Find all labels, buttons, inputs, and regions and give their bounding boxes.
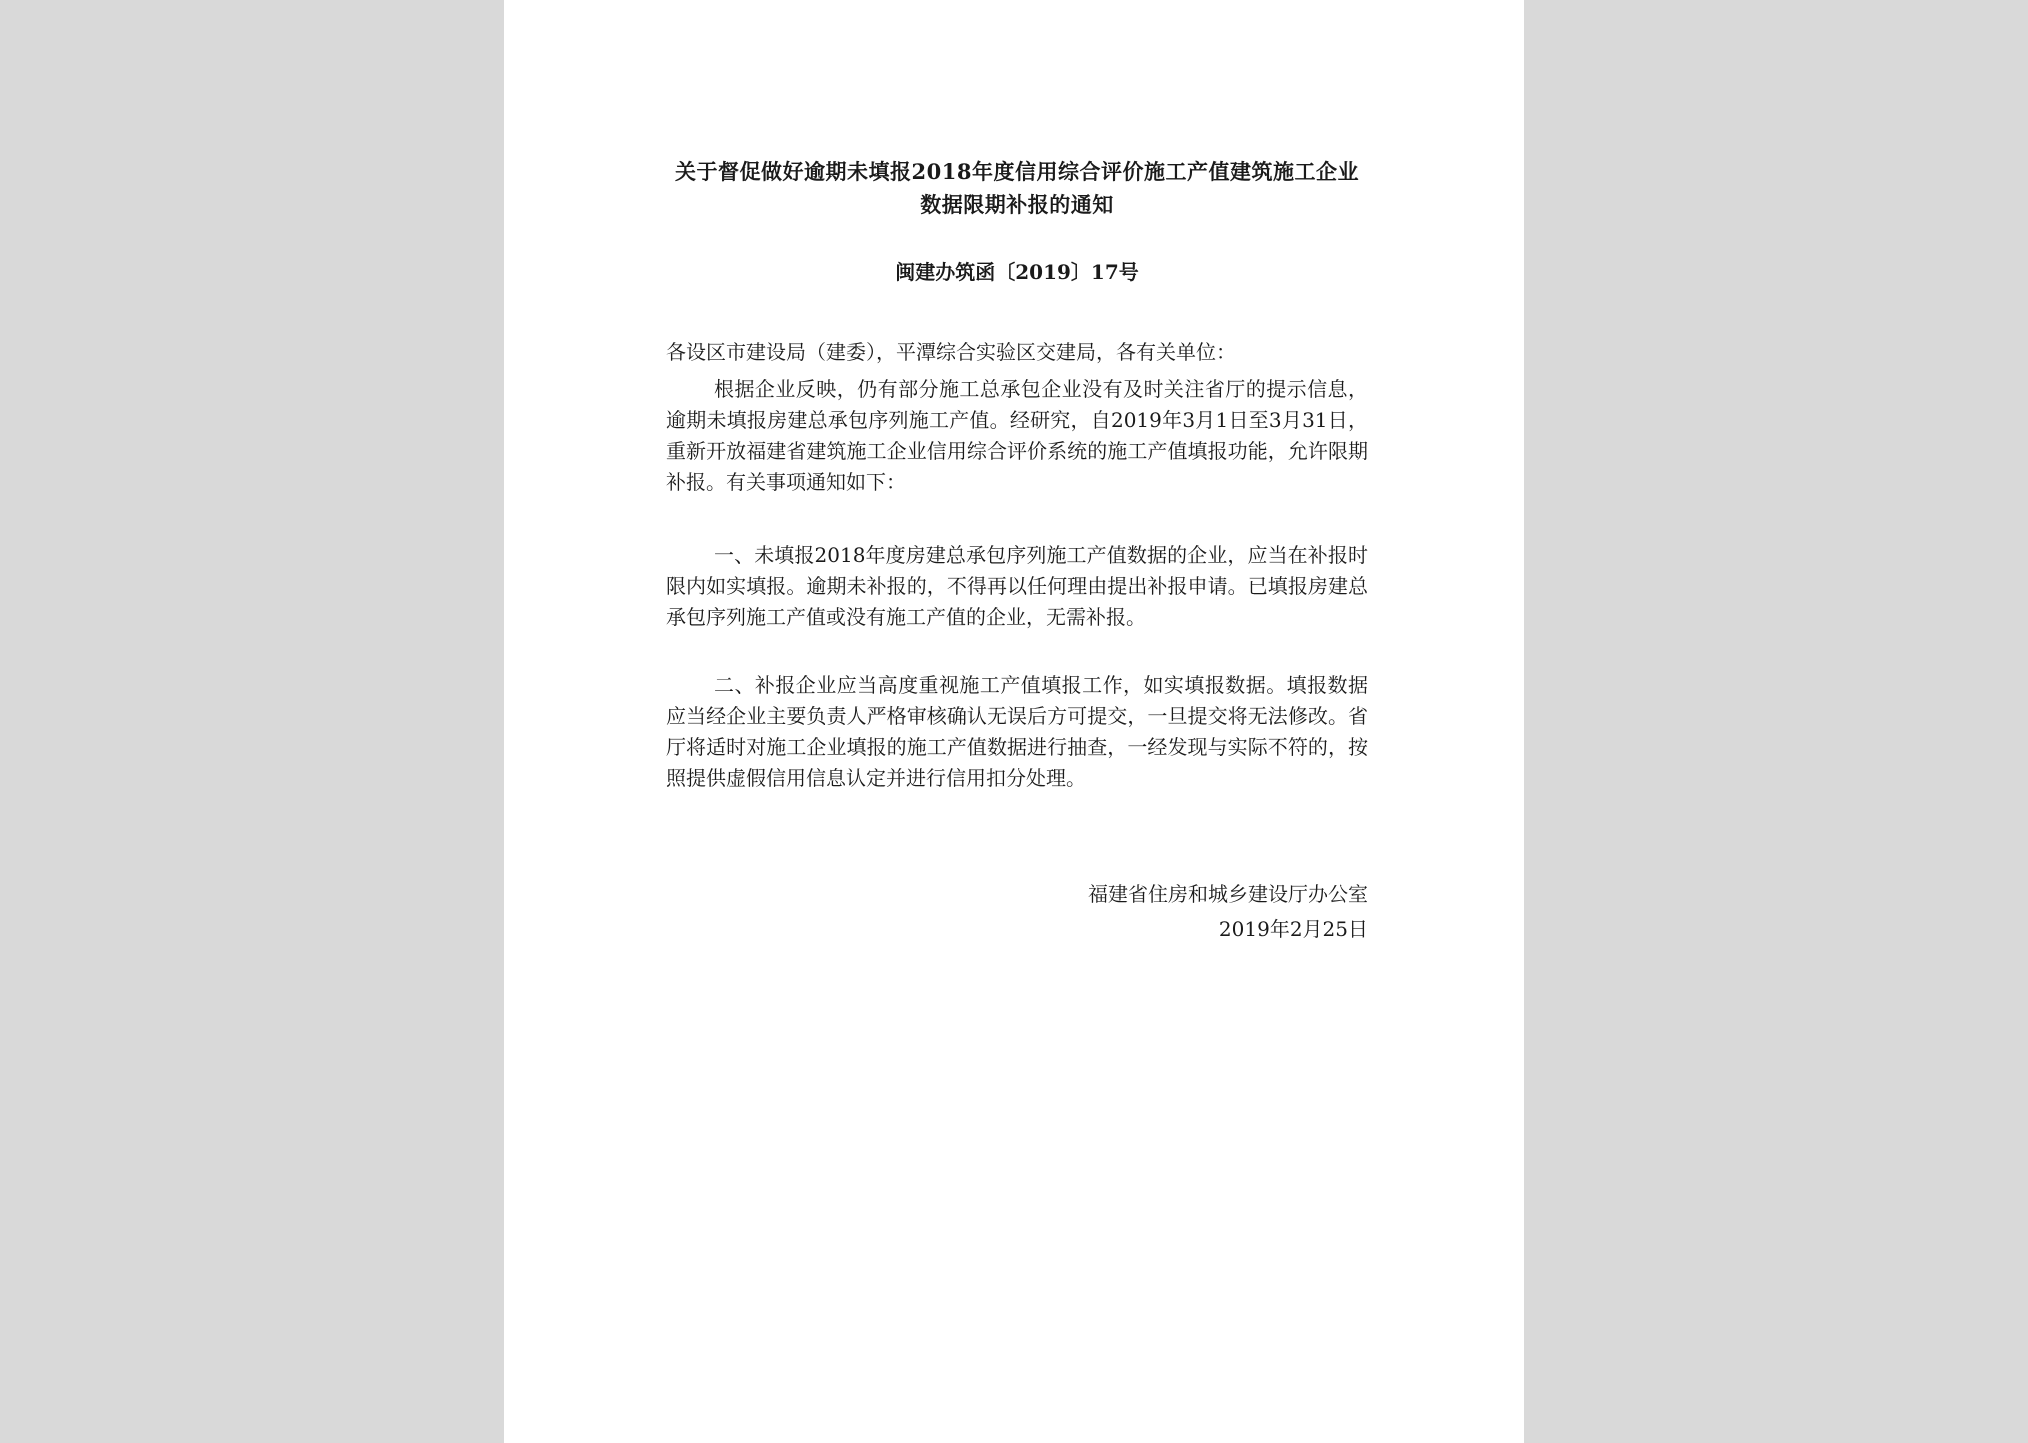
issue-date: 2019年2月25日 [1218,917,1368,941]
document-title: 关于督促做好逾期未填报2018年度信用综合评价施工产值建筑施工企业数据限期补报的通知 [675,159,1359,217]
document-number: 闽建办筑函〔2019〕17号 [895,260,1139,284]
issuer-name: 福建省住房和城乡建设厅办公室 [1088,882,1368,906]
paragraph-intro: 根据企业反映，仍有部分施工总承包企业没有及时关注省厅的提示信息，逾期未填报房建总承包序列施工产值。经研究，自2019年3月1日至3月31日，重新开放福建省建筑施工企业信用综合评价系统的施工产值填报功能，允许限期补报。有关事项通知如下： [666,377,1368,494]
salutation: 各设区市建设局（建委），平潭综合实验区交建局，各有关单位： [666,340,1236,364]
paragraph-item-2: 二、补报企业应当高度重视施工产值填报工作，如实填报数据。填报数据应当经企业主要负责人严格审核确认无误后方可提交，一旦提交将无法修改。省厅将适时对施工企业填报的施工产值数据进行抽查，一经发现与实际不符的，按照提供虚假信用信息认定并进行信用扣分处理。 [666,673,1368,790]
signature-block [968,877,1368,947]
paragraph-item-1: 一、未填报2018年度房建总承包序列施工产值数据的企业，应当在补报时限内如实填报。逾期未补报的，不得再以任何理由提出补报申请。已填报房建总承包序列施工产值或没有施工产值的企业，无需补报。 [666,543,1368,629]
document-page [504,0,1524,1443]
